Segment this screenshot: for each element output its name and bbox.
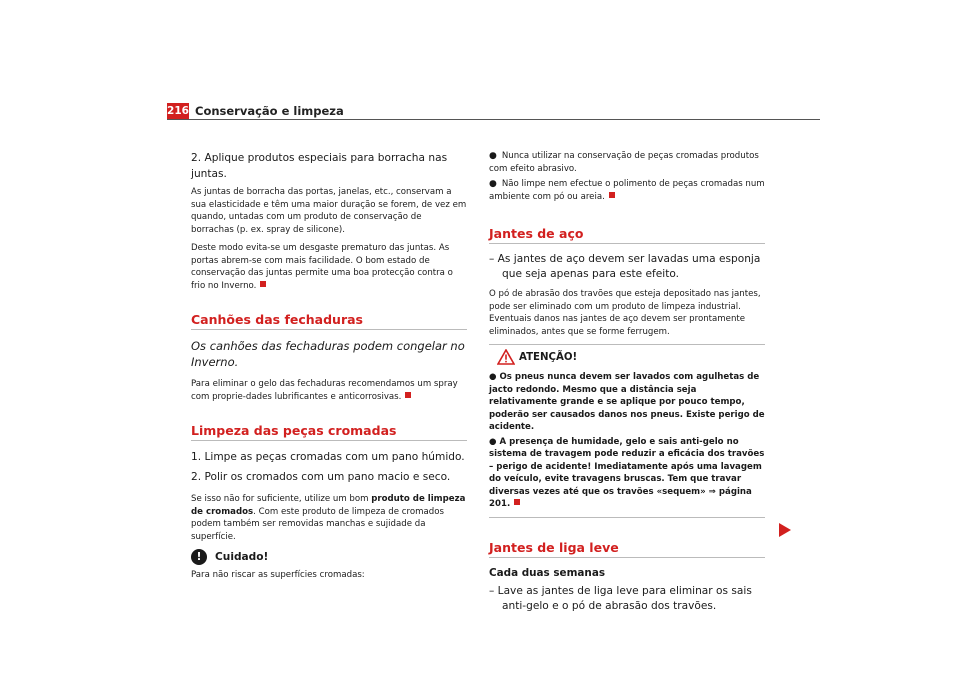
step-2-chrome: 2. Polir os cromados com um pano macio e seco.	[191, 471, 451, 483]
dash-alloy-rims: – Lave as jantes de liga leve para eliminar os sais anti-gelo e o pó de abrasão dos travões.	[489, 584, 752, 612]
end-mark-icon	[405, 392, 411, 398]
end-mark-icon	[514, 499, 520, 505]
page-number: 216	[167, 105, 189, 117]
bullet-icon: ●	[489, 436, 500, 447]
bullet-abrasive: ● Nunca utilizar na conservação de peças cromadas produtos com efeito abrasivo.	[489, 151, 759, 174]
header-title: Conservação e limpeza	[195, 104, 344, 118]
section-subhead-locks: Os canhões das fechaduras podem congelar no Inverno.	[191, 339, 465, 369]
header-rule	[167, 119, 820, 120]
caution-header	[191, 549, 467, 565]
end-mark-icon	[609, 192, 615, 198]
bullet-dust: ● Não limpe nem efectue o polimento de peças cromadas num ambiente com pó ou areia.	[489, 179, 765, 202]
bullet-icon: ●	[489, 179, 497, 189]
caution-text: Para não riscar as superfícies cromadas:	[191, 570, 365, 580]
warning-item-tyres: ● Os pneus nunca devem ser lavados com agulhetas de jacto redondo. Mesmo que a distância seja relativamente grande e se aplique por pouco tempo, poderão ser causados danos nos pneus. Existe perigo de acidente.	[489, 372, 765, 432]
caution-title: Cuidado!	[215, 551, 269, 563]
paragraph-rubber-seals: As juntas de borracha das portas, janelas, etc., conservam a sua elasticidade e têm uma maior duração se forem, de vez em quando, untadas com um produto de conservação de borrachas (p. ex. spray de silicone).	[191, 187, 467, 235]
paragraph-steel-rims: O pó de abrasão dos travões que esteja depositado nas jantes, pode ser eliminado com um produto de limpeza industrial. Eventuais danos nas jantes de aço devem ser prontamente eliminados, antes que se forme ferrugem.	[489, 289, 761, 337]
page-header	[167, 103, 820, 119]
step-2-rubber: 2. Aplique produtos especiais para borracha nas juntas.	[191, 152, 448, 180]
bullet-icon: ●	[489, 151, 497, 161]
page-reference-link[interactable]: ⇒ página 201.	[489, 486, 752, 509]
left-column	[191, 150, 467, 588]
section-title-steel-rims: Jantes de aço	[489, 226, 765, 244]
end-mark-icon	[260, 281, 266, 287]
next-page-arrow-icon[interactable]	[779, 523, 791, 537]
paragraph-chrome-cleaner: Se isso não for suficiente, utilize um bom produto de limpeza de cromados. Com este produto de limpeza de cromados podem também ser removidas manchas e sujidade da superfície.	[191, 494, 466, 542]
warning-title: ATENÇÃO!	[519, 351, 578, 363]
warning-box	[489, 344, 765, 518]
warning-triangle-icon	[497, 349, 515, 365]
right-column	[489, 150, 765, 620]
dash-steel-rims: – As jantes de aço devem ser lavadas uma esponja que seja apenas para este efeito.	[489, 253, 761, 280]
paragraph-rubber-benefits: Deste modo evita-se um desgaste prematuro das juntas. As portas abrem-se com mais facilidade. O bom estado de conservação das juntas permite uma boa protecção contra o frio no Inverno.	[191, 243, 453, 291]
warning-item-brakes: ● A presença de humidade, gelo e sais anti-gelo no sistema de travagem pode reduzir a eficácia dos travões – perigo de acidente! Imediatamente após uma lavagem do veículo, evite travagens bruscas. Tem que travar diversas vezes até que os travões «sequem» ⇒ página 201.	[489, 436, 765, 509]
section-title-alloy-rims: Jantes de liga leve	[489, 540, 765, 558]
alloy-interval: Cada duas semanas	[489, 566, 606, 579]
warning-header	[497, 349, 765, 365]
paragraph-locks: Para eliminar o gelo das fechaduras recomendamos um spray com proprie-dades lubrificantes e anticorrosivas.	[191, 379, 458, 402]
caution-icon: !	[191, 549, 207, 565]
step-1-chrome: 1. Limpe as peças cromadas com um pano húmido.	[191, 451, 465, 463]
section-title-locks: Canhões das fechaduras	[191, 312, 467, 330]
bullet-icon: ●	[489, 372, 500, 382]
section-title-chrome: Limpeza das peças cromadas	[191, 423, 467, 441]
